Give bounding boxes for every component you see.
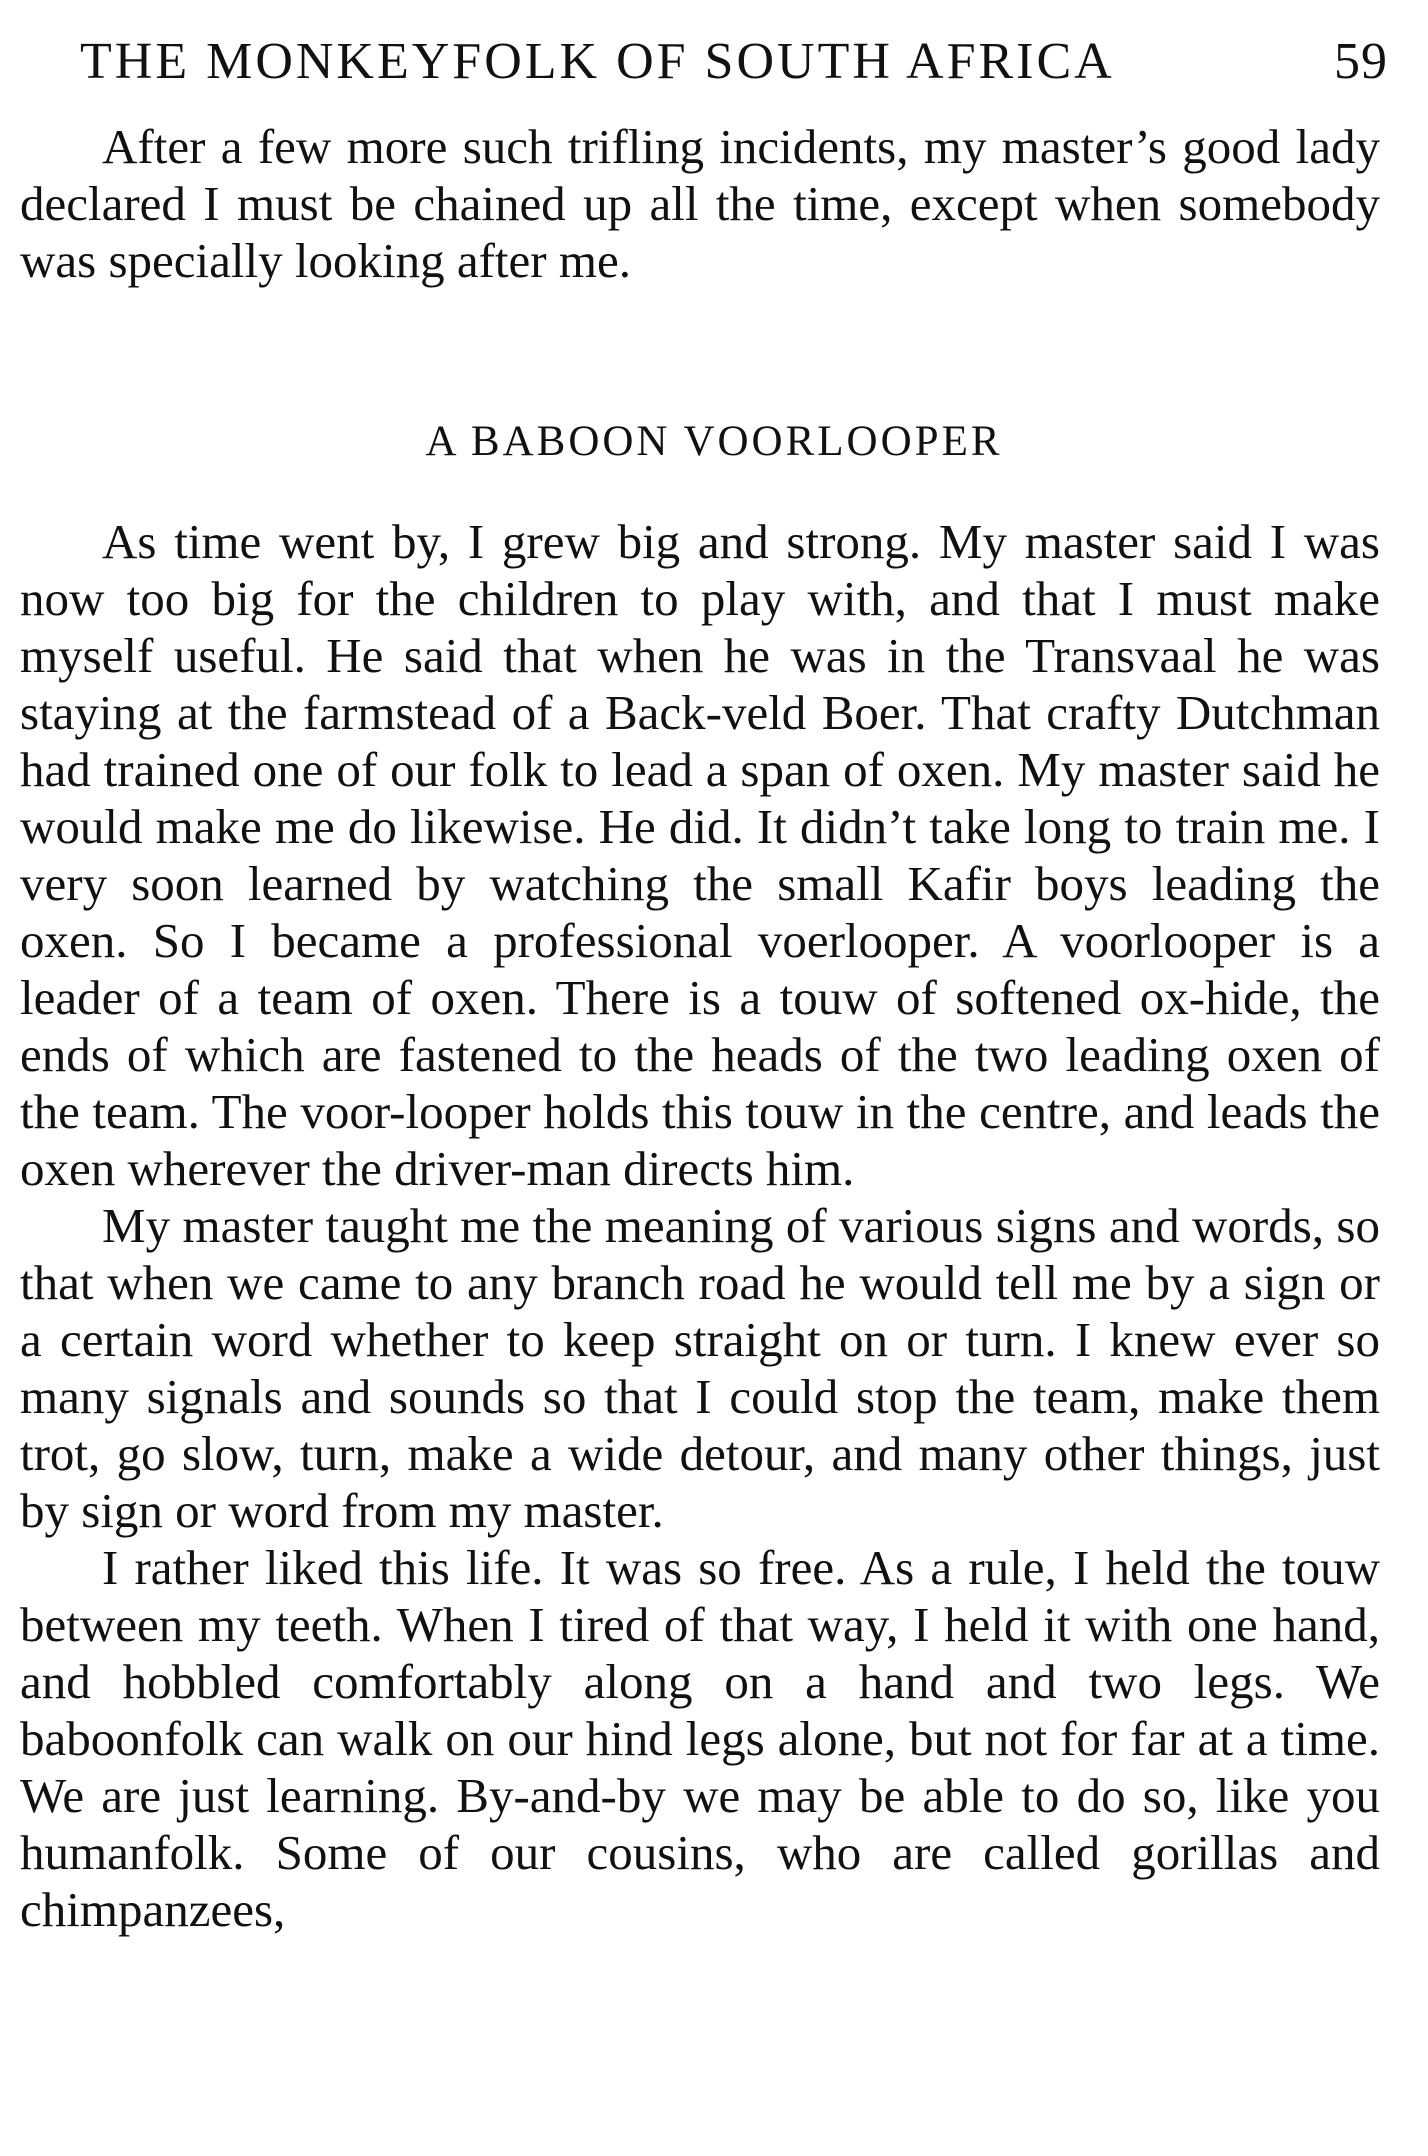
paragraph: As time went by, I grew big and strong. My master said I was now too big for the children to play with, and that I must make myself useful. He said that when he was in the Transvaal he was staying at the farmstead of a Back-veld Boer. That crafty Dutchman had trained one of our folk to lead a span of oxen. My master said he would make me do likewise. He did. It didn’t take long to train me. I very soon learned by watching the small Kafir boys leading the oxen. So I became a professional voerlooper. A voorlooper is a leader of a team of oxen. There is a touw of softened ox-hide, the ends of which are fastened to the heads of the two leading oxen of the team. The voor-looper holds this touw in the centre, and leads the oxen wherever the driver-man directs him. [20,514,1380,1196]
section-body [20,513,1380,1938]
opening-text [20,118,1380,289]
paragraph: I rather liked this life. It was so free. As a rule, I held the touw between my teeth. When I tired of that way, I held it with one hand, and hobbled comfortably along on a hand and two legs. We baboonfolk can walk on our hind legs alone, but not for far at a time. We are just learning. By-and-by we may be able to do so, like you humanfolk. Some of our cousins, who are called gorillas and chimpanzees, [20,1540,1380,1937]
paragraph: My master taught me the meaning of various signs and words, so that when we came to any branch road he would tell me by a sign or a certain word whether to keep straight on or turn. I knew ever so many signals and sounds so that I could stop the team, make them trot, go slow, turn, make a wide detour, and many other things, just by sign or word from my master. [20,1198,1380,1538]
running-head [80,22,1388,102]
section-heading: A BABOON VOORLOOPER [425,418,1003,465]
page-number: 59 [1334,33,1388,90]
paragraph: After a few more such trifling incidents, my master’s good lady declared I must be chained up all the time, except when somebody was specially looking after me. [20,119,1380,288]
running-title: THE MONKEYFOLK OF SOUTH AFRICA [80,33,1115,90]
